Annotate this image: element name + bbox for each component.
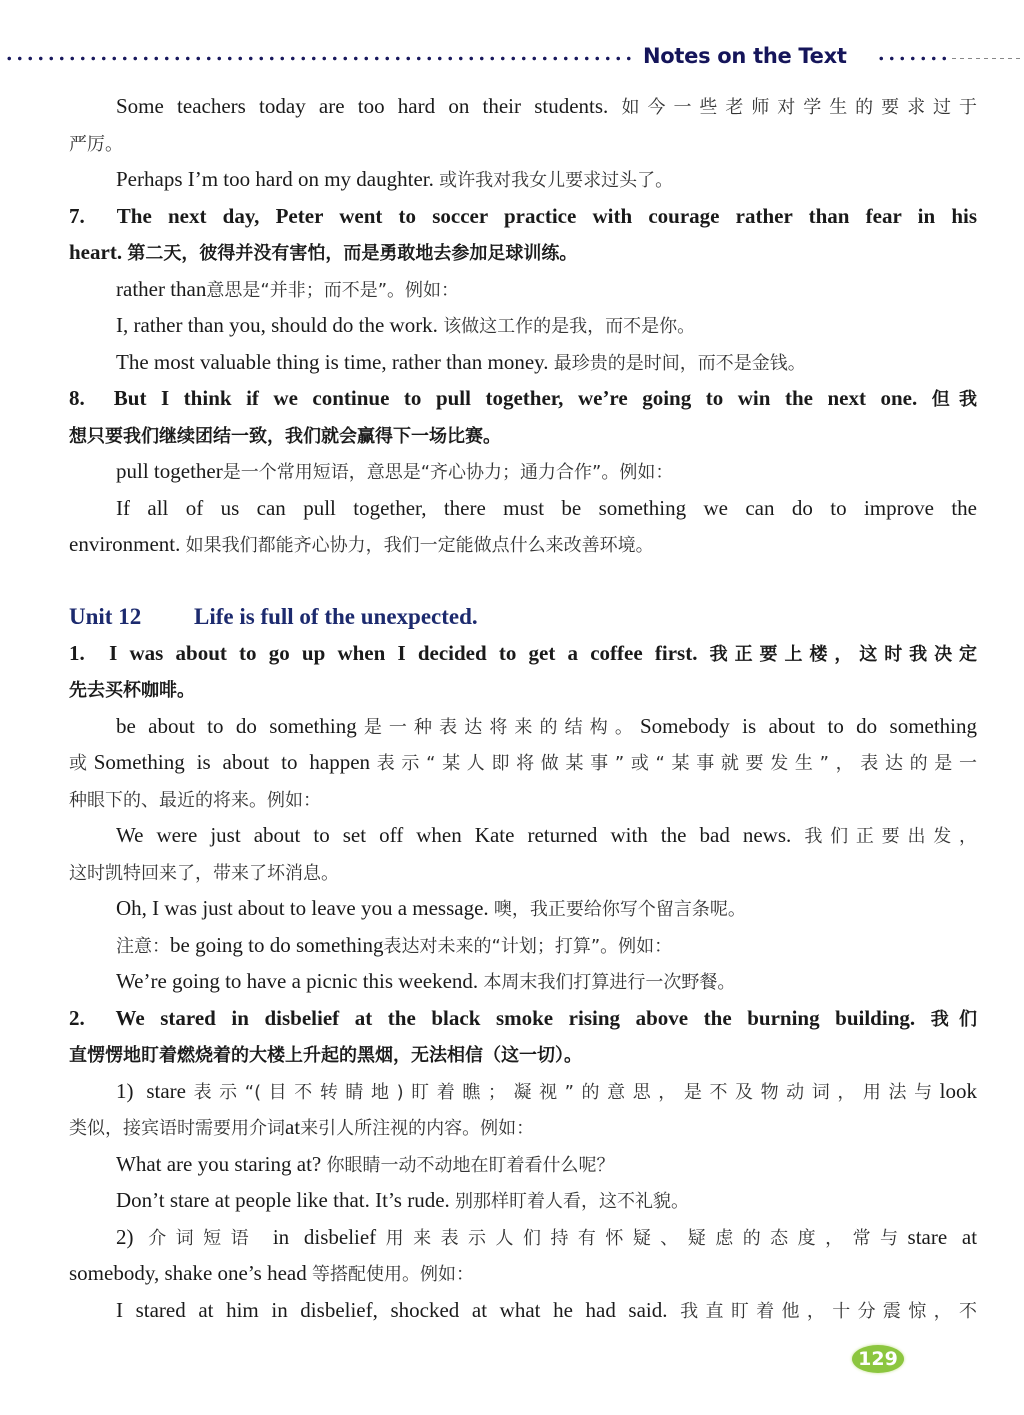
example-line (69, 490, 977, 527)
example-en: If all of us can pull together, there must be something we can do to improve the (116, 495, 977, 520)
phrase: be going to do something (170, 932, 384, 957)
phrase: rather than (116, 276, 207, 301)
note-translation: 想只要我们继续团结一致，我们就会赢得下一场比赛。 (69, 425, 501, 447)
example-line (69, 963, 977, 1000)
unit-title: Life is full of the unexpected. (194, 603, 478, 629)
sub-number: 2) (116, 1224, 134, 1249)
example-zh: 噢，我正要给你写个留言条呢。 (493, 899, 746, 920)
explanation-line (69, 1073, 977, 1110)
note-translation: 我正要上楼，这时我决定 (709, 643, 978, 665)
running-header (0, 44, 1024, 72)
header-dashed-rule (952, 58, 1024, 59)
example-zh: 如果我们都能齐心协力，我们一定能做点什么来改善环境。 (185, 535, 654, 556)
explanation-zh: 介词短语 (148, 1227, 259, 1249)
explanation-zh: 表示“某人即将做某事”或“某事就要发生”，表达的是一 (370, 753, 977, 774)
explanation-zh: 等搭配使用。例如： (312, 1264, 474, 1285)
phrase: stare at (907, 1224, 978, 1249)
note-1-heading-cont (69, 671, 977, 708)
explanation-zh: 或 (69, 753, 94, 774)
explanation-zh: 表达对未来的“计划；打算”。例如： (383, 935, 673, 957)
note-7-heading (69, 198, 977, 235)
note-sentence: I was about to go up when I decided to get a coffee first. (109, 640, 698, 665)
example-zh: 或许我对我女儿要求过头了。 (439, 170, 674, 191)
phrase: at (285, 1115, 301, 1139)
unit-label: Unit 12 (69, 603, 142, 629)
example-zh: 这时凯特回来了，带来了坏消息。 (69, 862, 339, 884)
explanation-zh: 种眼下的、最近的将来。例如： (69, 789, 321, 811)
explanation-line (69, 1219, 977, 1256)
note-translation: 但我 (931, 389, 978, 410)
note-label: 注意： (116, 935, 170, 957)
note-sentence: We stared in disbelief at the black smoke rising above the burning building. (115, 1005, 916, 1030)
explanation-zh: 表示“(目不转睛地)盯着瞧；凝视”的意思，是不及物动词，用法与 (186, 1081, 940, 1103)
explanation-zh: 是一种表达将来的结构。 (356, 716, 640, 738)
note-translation: 第二天，彼得并没有害怕，而是勇敢地去参加足球训练。 (127, 243, 578, 264)
note-2-heading-cont (69, 1036, 977, 1073)
phrase: somebody, shake one’s head (69, 1261, 307, 1285)
explanation-line (69, 271, 977, 308)
header-dotted-rule (4, 56, 632, 61)
explanation-zh: 用来表示人们持有怀疑、疑虑的态度，常与 (376, 1227, 908, 1249)
note-8-heading (69, 380, 977, 417)
example-zh: 我们正要出发， (804, 826, 978, 847)
example-en: environment. (69, 532, 181, 556)
note-translation: 先去买杯咖啡。 (69, 680, 195, 701)
note-number: 2. (69, 1005, 85, 1030)
note-sentence: The next day, Peter went to soccer practice with courage rather than fear in his (116, 203, 977, 228)
example-line (69, 161, 977, 198)
sub-number: 1) (116, 1078, 134, 1103)
example-en: We were just about to set off when Kate returned with the bad news. (116, 823, 792, 847)
example-line (69, 854, 977, 891)
example-zh: 严厉。 (69, 133, 123, 155)
example-line (69, 890, 977, 927)
unit-heading (69, 599, 977, 635)
note-number: 1. (69, 640, 85, 665)
example-en: Perhaps I’m too hard on my daughter. (116, 167, 434, 191)
explanation-zh: 意思是“并非；而不是”。例如： (206, 279, 460, 301)
explanation-line (69, 453, 977, 490)
note-sentence: heart. (69, 240, 123, 264)
page-content (69, 88, 977, 1328)
phrase: look (939, 1078, 978, 1103)
phrase: be about to do something (116, 713, 357, 738)
example-zh: 别那样盯着人看，这不礼貌。 (455, 1191, 690, 1212)
example-en: What are you staring at? (116, 1151, 322, 1176)
note-sentence: But I think if we continue to pull together, we’re going to win the next one. (113, 386, 918, 410)
example-line (69, 307, 977, 344)
example-zh: 本周末我们打算进行一次野餐。 (483, 972, 736, 993)
example-en: We’re going to have a picnic this weekend. (116, 969, 479, 993)
example-en: Some teachers today are too hard on their students. (116, 94, 609, 118)
phrase: Something is about to happen (93, 750, 371, 774)
example-line (69, 344, 977, 381)
example-line (69, 1292, 977, 1329)
note-1-heading (69, 635, 977, 672)
note-translation: 直愣愣地盯着燃烧着的大楼上升起的黑烟，无法相信（这一切）。 (69, 1045, 582, 1066)
example-line (69, 125, 977, 162)
phrase: Somebody is about to do something (639, 713, 978, 738)
example-line (69, 526, 977, 563)
example-line (69, 817, 977, 854)
explanation-line (69, 744, 977, 781)
note-7-heading-cont (69, 234, 977, 271)
explanation-zh: 类似，接宾语时需要用介词 (69, 1118, 285, 1139)
example-en: The most valuable thing is time, rather than money. (116, 349, 549, 374)
note-8-heading-cont (69, 417, 977, 454)
example-zh: 最珍贵的是时间，而不是金钱。 (553, 352, 806, 374)
phrase: stare (146, 1078, 186, 1103)
note-line (69, 927, 977, 964)
note-number: 8. (69, 386, 85, 410)
example-en: I stared at him in disbelief, shocked at what he had said. (116, 1297, 668, 1322)
example-zh: 我直盯着他，十分震惊，不 (680, 1300, 977, 1322)
note-translation: 我们 (930, 1008, 978, 1030)
example-line (69, 1182, 977, 1219)
header-title: Notes on the Text (643, 44, 847, 68)
explanation-line (69, 708, 977, 745)
explanation-zh: 来引人所注视的内容。例如： (300, 1118, 535, 1139)
example-en: Don’t stare at people like that. It’s rude. (116, 1188, 450, 1212)
explanation-line (69, 1109, 977, 1146)
header-dotted-rule-right (876, 56, 950, 61)
example-zh: 该做这工作的是我，而不是你。 (443, 316, 696, 337)
example-en: I, rather than you, should do the work. (116, 313, 438, 337)
page-number-badge: 129 (852, 1345, 904, 1373)
explanation-line (69, 1255, 977, 1292)
phrase: in disbelief (272, 1224, 377, 1249)
example-zh: 如今一些老师对学生的要求过于 (621, 97, 978, 118)
example-line (69, 1146, 977, 1183)
example-zh: 你眼睛一动不动地在盯着看什么呢？ (326, 1154, 615, 1176)
example-line (69, 88, 977, 125)
note-number: 7. (69, 203, 85, 228)
explanation-zh: 是一个常用短语，意思是“齐心协力；通力合作”。例如： (222, 462, 674, 483)
phrase: pull together (116, 459, 223, 483)
note-2-heading (69, 1000, 977, 1037)
example-en: Oh, I was just about to leave you a message. (116, 896, 489, 920)
explanation-line (69, 781, 977, 818)
